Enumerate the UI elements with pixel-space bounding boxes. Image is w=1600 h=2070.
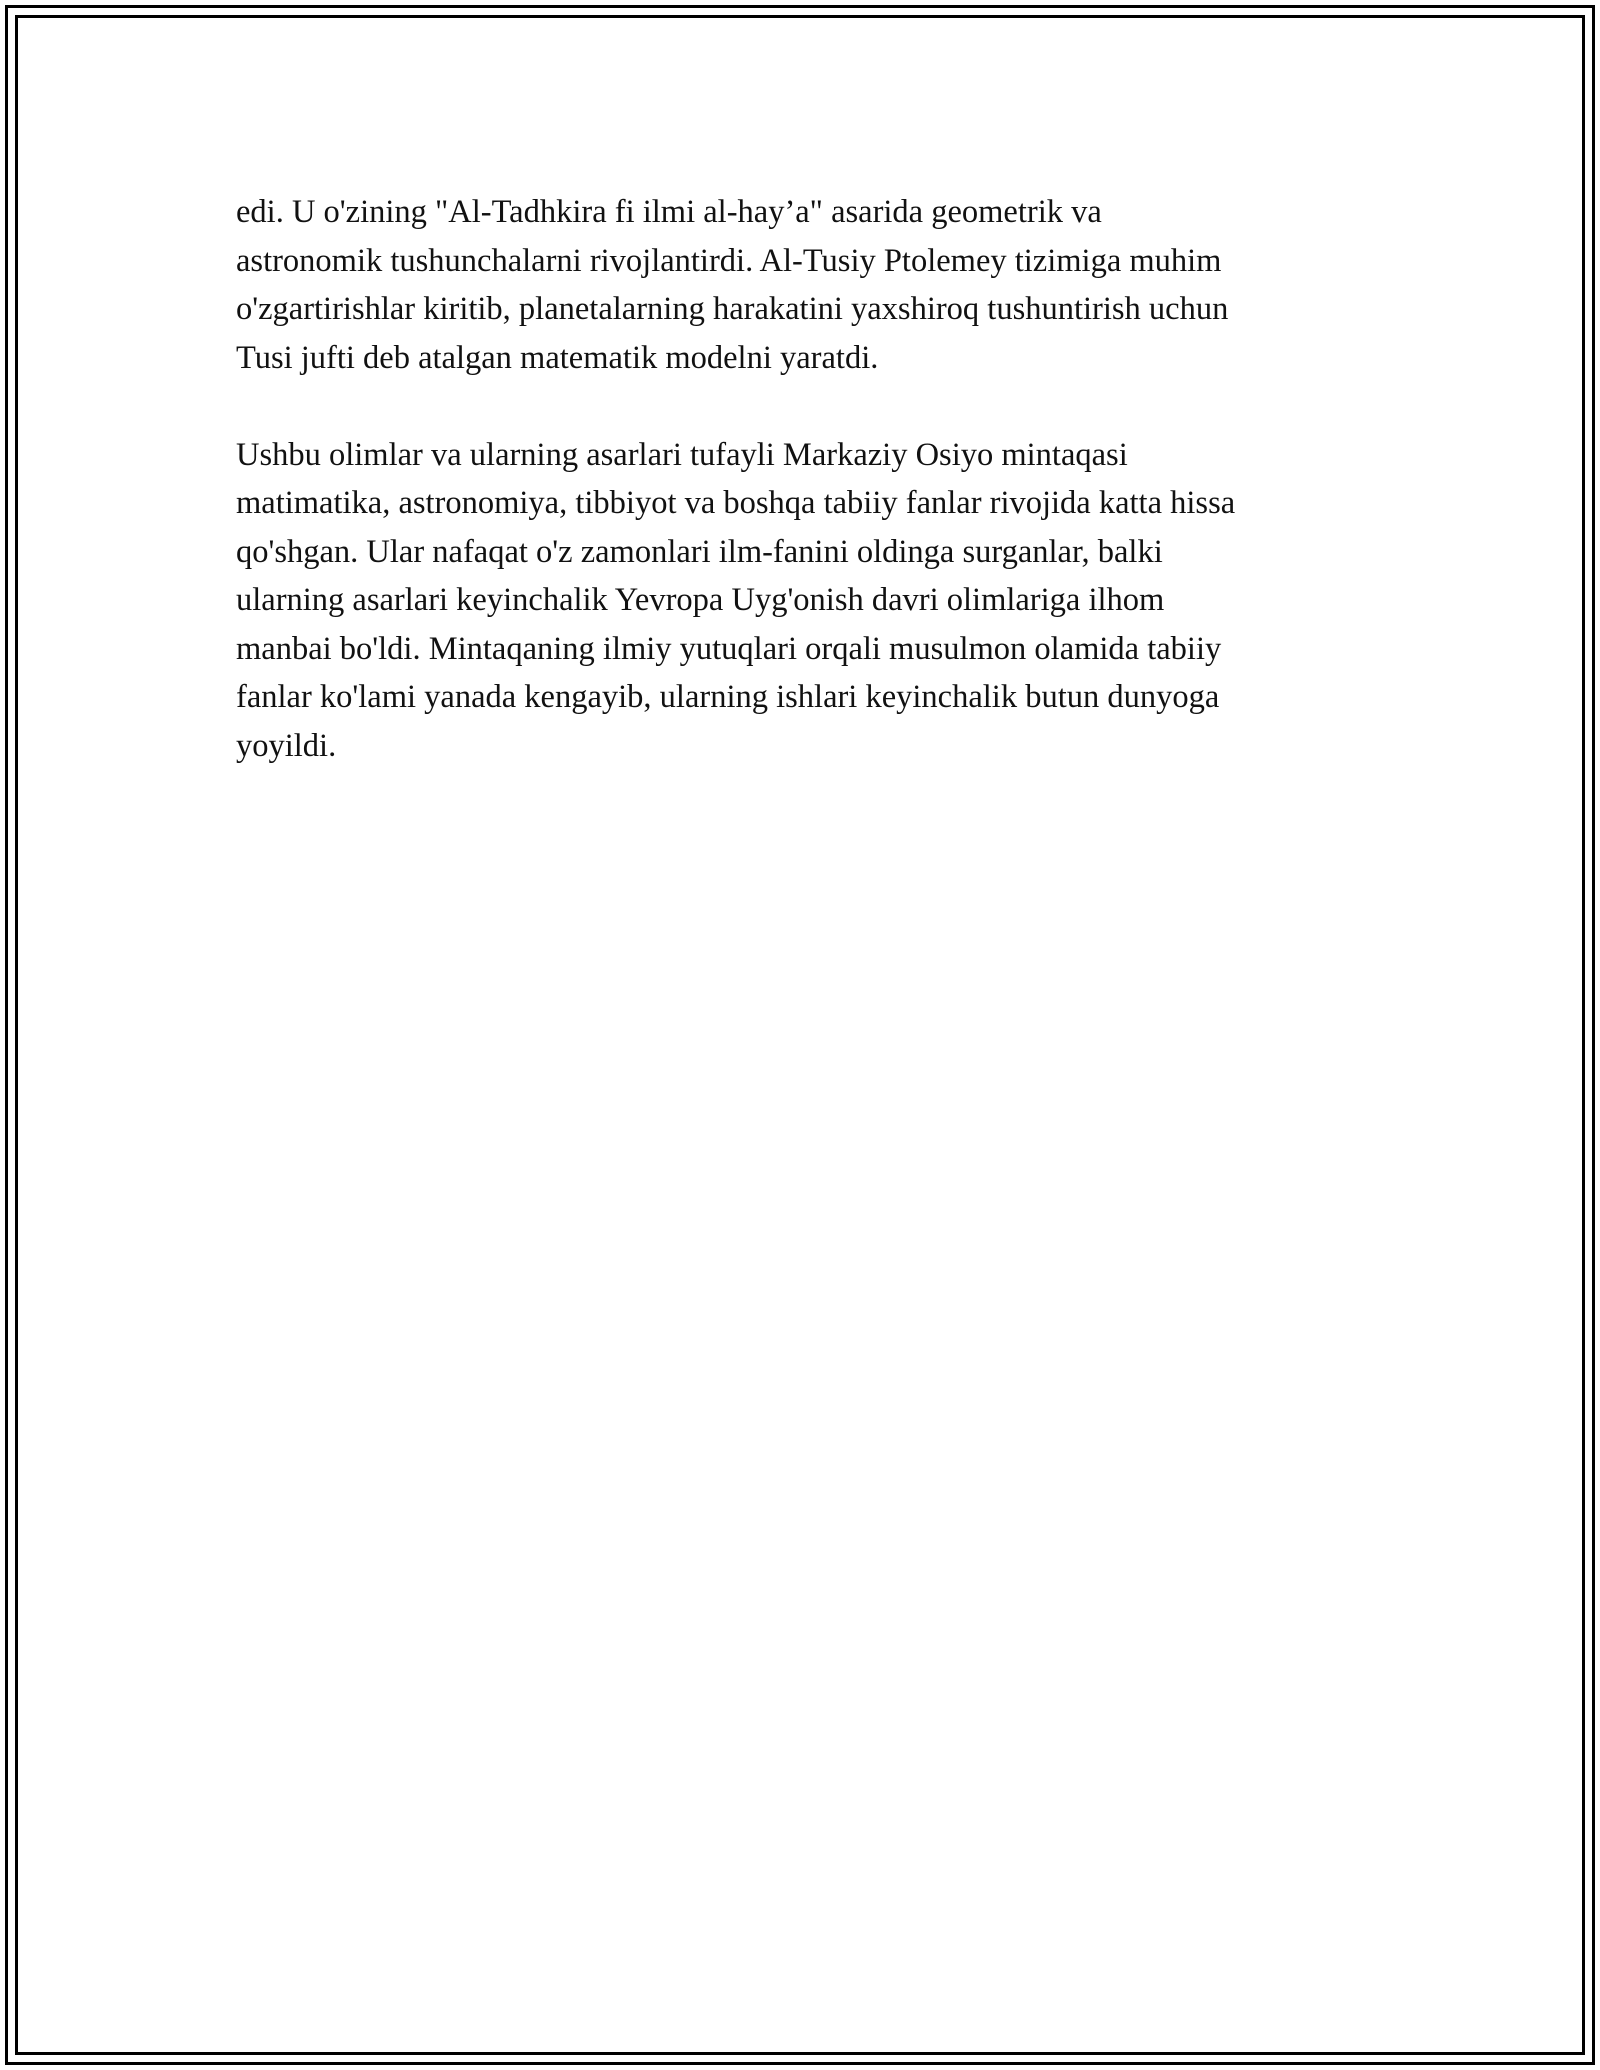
paragraph-line: manbai bo'ldi. Mintaqaning ilmiy yutuqlari orqali musulmon olamida tabiiy: [236, 630, 1222, 667]
paragraph-line: fanlar ko'lami yanada kengayib, ularning ishlari keyinchalik butun dunyoga: [236, 679, 1220, 715]
paragraph-line: matimatika, astronomiya, tibbiyot va boshqa tabiiy fanlar rivojida katta hissa: [236, 485, 1236, 521]
paragraph-2: [236, 431, 1396, 771]
paragraph-line: astronomik tushunchalarni rivojlantirdi. Al-Tusiy Ptolemey tizimiga muhim: [236, 242, 1222, 279]
paragraph-line: ularning asarlari keyinchalik Yevropa Uyg'onish davri olimlariga ilhom: [236, 582, 1165, 618]
paragraph-line: edi. U o'zining "Al-Tadhkira fi ilmi al-hay’a" asarida geometrik va: [236, 194, 1102, 230]
paragraph-line: Tusi jufti deb atalgan matematik modelni yaratdi.: [236, 339, 879, 376]
paragraph-1: [236, 188, 1396, 382]
document-body: [236, 188, 1396, 819]
paragraph-line: Ushbu olimlar va ularning asarlari tufayli Markaziy Osiyo mintaqasi: [236, 436, 1128, 473]
paragraph-line: qo'shgan. Ular nafaqat o'z zamonlari ilm-fanini oldinga surganlar, balki: [236, 533, 1163, 570]
paragraph-line: yoyildi.: [236, 727, 337, 764]
paragraph-line: o'zgartirishlar kiritib, planetalarning harakatini yaxshiroq tushuntirish uchun: [236, 291, 1229, 327]
